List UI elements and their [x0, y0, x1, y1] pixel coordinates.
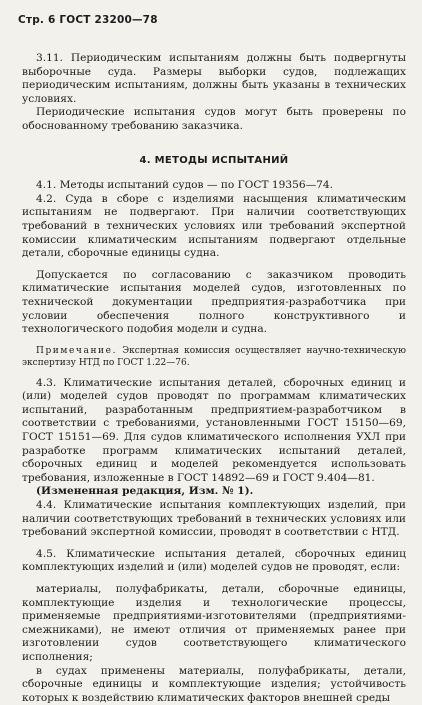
paragraph-4-5-item-a: материалы, полуфабрикаты, детали, сборочные единицы, комплектующие изделия и технологические процессы, применяемые предприятиями-изготовителями (предприятиями-смежниками), не имеют отличия от применяемых ранее при изготовлении судов соответствующего климатического исполнения;: [22, 583, 406, 663]
note: [22, 345, 406, 369]
paragraph-4-1: 4.1. Методы испытаний судов — по ГОСТ 19356—74.: [36, 179, 334, 192]
paragraph-4-4: 4.4. Климатические испытания комплектующих изделий, при наличии соответствующих требований в технических условиях или требований экспертной комиссии, проводят в соответствии с НТД.: [22, 499, 406, 539]
page-header: Стр. 6 ГОСТ 23200—78: [18, 14, 158, 26]
paragraph-3-11-continued: Периодические испытания судов могут быть проверены по обоснованному требованию заказчика.: [22, 106, 406, 132]
note-lead: Примечание.: [36, 345, 118, 356]
paragraph-4-5-item-b: в судах применены материалы, полуфабрикаты, детали, сборочные единицы и комплектующие изделия; устойчивость которых к воздействию климатических факторов внешней среды: [22, 664, 406, 704]
note-text: Экспертная комиссия осуществляет научно-техническую экспертизу НТД по ГОСТ 1.22—76.: [22, 345, 406, 368]
paragraph-4-2: 4.2. Суда в сборе с изделиями насыщения климатическим испытаниям не подвергают. При наличии соответствующих требований в технических условиях или требований экспертной комиссии климатическим испытаниям подвергают отдельные детали, сборочные единицы судна.: [22, 192, 406, 260]
page-content: [22, 52, 406, 705]
paragraph-3-11: 3.11. Периодическим испытаниям должны быть подвергнуты выборочные суда. Размеры выборки судов, подлежащих периодическим испытаниям, должны быть указаны в технических условиях.: [22, 52, 406, 105]
paragraph-4-3: 4.3. Климатические испытания деталей, сборочных единиц и (или) моделей судов проводят по программам климатических испытаний, разработанным предприятием-разработчиком в соответствии с требованиями, установленными ГОСТ 15150—69, ГОСТ 15151—69. Для судов климатического исполнения УХЛ при разработке программ климатических испытаний деталей, сборочных единиц и моделей рекомендуется использовать требования, изложенные в ГОСТ 14892—69 и ГОСТ 9.404—81.: [22, 376, 406, 484]
paragraph-4-5: 4.5. Климатические испытания деталей, сборочных единиц комплектующих изделий и (или) моделей судов не проводят, если:: [22, 547, 406, 574]
amendment-note: (Измененная редакция, Изм. № 1).: [36, 485, 254, 498]
section-title: 4. МЕТОДЫ ИСПЫТАНИЙ: [139, 154, 289, 166]
paragraph-4-2-continued: Допускается по согласованию с заказчиком проводить климатические испытания моделей судов, изготовленных по технической документации предприятия-разработчика при условии обеспечения полного конструктивного и технологического подобия модели и судна.: [22, 268, 406, 336]
